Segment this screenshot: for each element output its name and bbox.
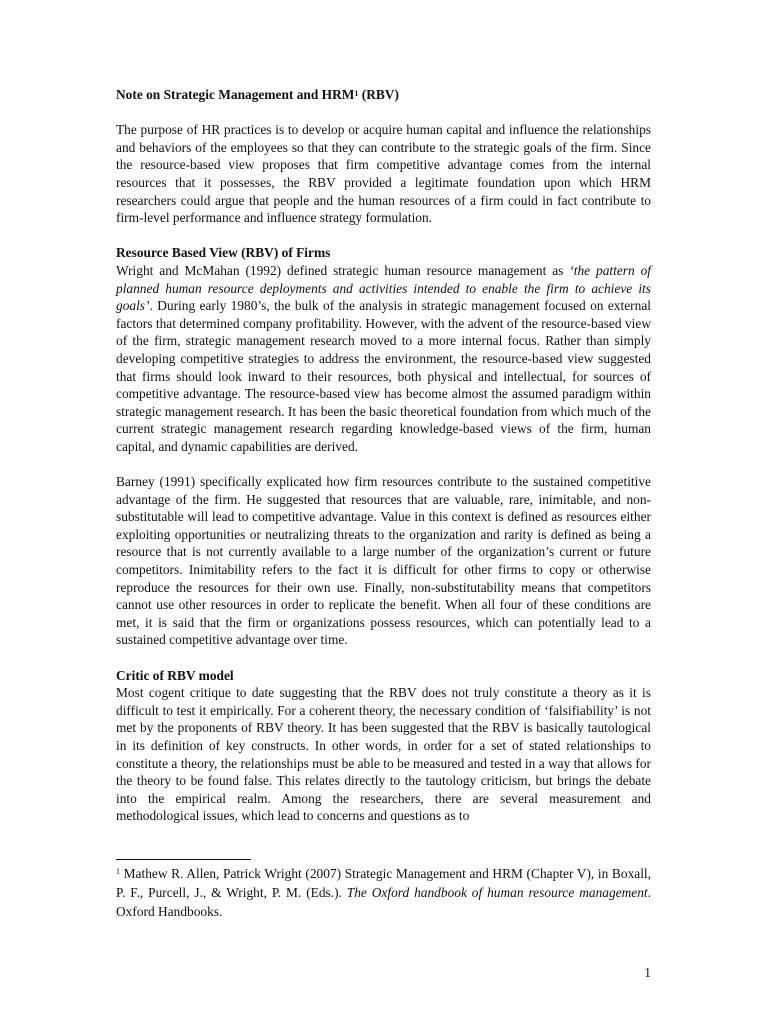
title-suffix: (RBV): [358, 87, 399, 102]
rbv-p1-start: Wright and McMahan (1992) defined strategic human resource management as: [116, 262, 570, 278]
rbv-p1-rest: . During early 1980’s, the bulk of the analysis in strategic management focused on external factors that determined company profitability. However, with the advent of the resource-based view of the firm, strategic management research moved to a more internal focus. Rather than simply developing competitive strategies to address the environment, the resource-based view suggested that firms should look inward to their resources, both physical and intellectual, for sources of competitive advantage. The resource-based view has become almost the assumed paradigm within strategic management research. It has been the basic theoretical foundation from which much of the current strategic management research regarding knowledge-based views of the firm, human capital, and dynamic capabilities are derived.: [116, 298, 651, 454]
title-text: Note on Strategic Management and HRM: [116, 87, 355, 102]
rbv-p1-quote: ‘the pattern of planned human resource deployments and activities intended to enable the firm to achieve its goals’: [116, 262, 651, 314]
footnote-book-title: The Oxford handbook of human resource management: [346, 885, 648, 900]
rbv-paragraph-2: Barney (1991) specifically explicated how firm resources contribute to the sustained competitive advantage of the firm. He suggested that resources that are valuable, rare, inimitable, and non- substitutable will lead to competitive advantage. Value in this context is defined as resources either exploiting opportunities or neutralizing threats to the organization and rarity is defined as being a resource that is not currently available to a large number of the organization’s current or future competitors. Inimitability refers to the fact it is difficult for other firms to copy or otherwise reproduce the resources for their own use. Finally, non-substitutability means that competitors cannot use other resources in order to replicate the benefit. When all four of these conditions are met, it is said that the firm or organizations possess resources, which can potentially lead to a sustained competitive advantage over time.: [116, 474, 651, 648]
rbv-paragraph-1: [116, 262, 651, 456]
footnote-reference: 1: [354, 89, 359, 98]
intro-paragraph: The purpose of HR practices is to develop or acquire human capital and influence the relationships and behaviors of the employees so that they can contribute to the strategic goals of the firm. Since the resource-based view proposes that firm competitive advantage comes from the internal resources that it possesses, the RBV provided a legitimate foundation upon which HRM researchers could argue that people and the human resources of a firm could in fact contribute to firm-level performance and influence strategy formulation.: [116, 122, 651, 226]
footnote-text-end: . Oxford Handbooks.: [116, 885, 651, 919]
section-heading-critic: Critic of RBV model: [116, 667, 234, 683]
footnote-text-start: Mathew R. Allen, Patrick Wright (2007) Strategic Management and HRM (Chapter V), in Boxall, P. F., Purcell, J., & Wright, P. M. (Eds.).: [116, 866, 651, 900]
footnote-marker: 1: [116, 867, 120, 876]
footnote: [116, 864, 651, 921]
section-heading-rbv: Resource Based View (RBV) of Firms: [116, 245, 331, 261]
page-title: [116, 86, 651, 104]
critic-paragraph-1: Most cogent critique to date suggesting that the RBV does not truly constitute a theory as it is difficult to test it empirically. For a coherent theory, the necessary condition of ‘falsifiability’ is not met by the proponents of RBV theory. It has been suggested that the RBV is basically tautological in its definition of key constructs. In other words, in order for a set of stated relationships to constitute a theory, the relationships must be able to be measured and tested in a way that allows for the theory to be found false. This relates directly to the tautology criticism, but brings the debate into the empirical realm. Among the researchers, there are several measurement and methodological issues, which lead to concerns and questions as to: [116, 685, 651, 824]
footnote-separator: [116, 859, 251, 860]
page-number: 1: [644, 965, 651, 980]
document-body: [116, 86, 651, 825]
